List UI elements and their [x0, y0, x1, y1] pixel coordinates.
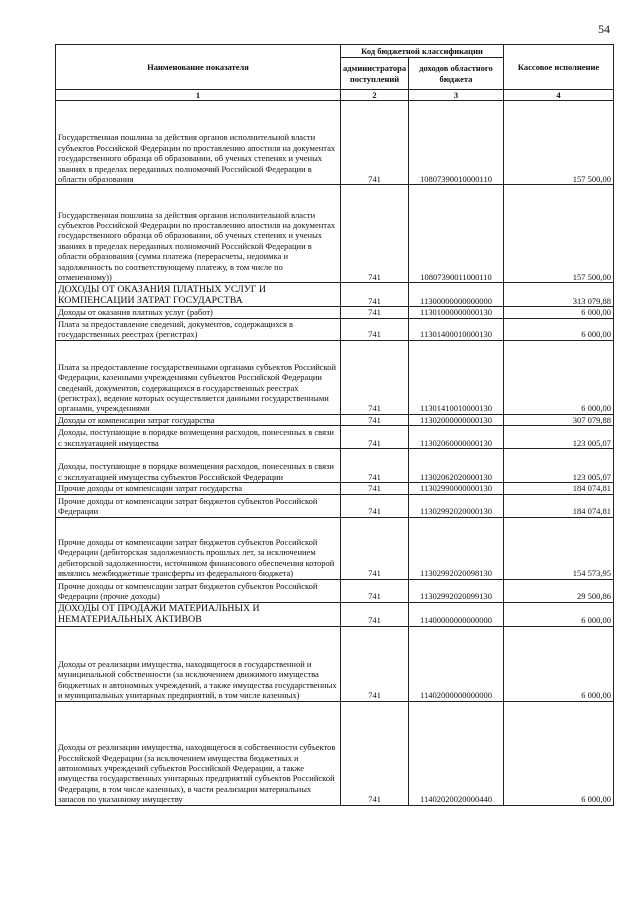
row-name: Прочие доходы от компенсации затрат государства: [56, 483, 341, 494]
row-name: Прочие доходы от компенсации затрат бюджетов субъектов Российской Федерации: [56, 494, 341, 517]
row-name: Доходы, поступающие в порядке возмещения расходов, понесенных в связи с эксплуатацией имущества: [56, 426, 341, 449]
page-number: 54: [598, 22, 610, 36]
row-revenue-code: 11402000000000000: [409, 626, 504, 701]
row-admin-code: 741: [341, 414, 409, 425]
table-row: [56, 494, 614, 517]
table-row: [56, 414, 614, 425]
row-amount: 154 573,95: [504, 517, 614, 579]
row-admin-code: 741: [341, 101, 409, 185]
table-row: [56, 185, 614, 283]
budget-revenue-table: [55, 44, 614, 806]
row-amount: 6 000,00: [504, 602, 614, 626]
row-amount: 313 079,88: [504, 283, 614, 307]
header-col-number: 2: [341, 90, 409, 101]
row-amount: 123 005,07: [504, 449, 614, 483]
row-admin-code: 741: [341, 701, 409, 805]
row-amount: 184 074,81: [504, 494, 614, 517]
table-row: [56, 701, 614, 805]
row-amount: 157 500,00: [504, 185, 614, 283]
row-revenue-code: 11302062020000130: [409, 449, 504, 483]
row-amount: 307 079,88: [504, 414, 614, 425]
row-amount: 157 500,00: [504, 101, 614, 185]
header-execution: Кассовое исполнение: [504, 45, 614, 90]
row-admin-code: 741: [341, 283, 409, 307]
header-col-number: 1: [56, 90, 341, 101]
row-revenue-code: 10807390010000110: [409, 101, 504, 185]
row-admin-code: 741: [341, 426, 409, 449]
row-revenue-code: 11301000000000130: [409, 307, 504, 318]
table-row: [56, 340, 614, 414]
row-name: ДОХОДЫ ОТ ОКАЗАНИЯ ПЛАТНЫХ УСЛУГ И КОМПЕНСАЦИИ ЗАТРАТ ГОСУДАРСТВА: [56, 283, 341, 307]
row-revenue-code: 11302992020098130: [409, 517, 504, 579]
table-row: [56, 579, 614, 602]
row-revenue-code: 11400000000000000: [409, 602, 504, 626]
row-name: Доходы от оказания платных услуг (работ): [56, 307, 341, 318]
row-name: Доходы, поступающие в порядке возмещения расходов, понесенных в связи с эксплуатацией имущества субъектов Российской Федерации: [56, 449, 341, 483]
table-row: [56, 483, 614, 494]
row-admin-code: 741: [341, 579, 409, 602]
header-col-number: 3: [409, 90, 504, 101]
row-revenue-code: 11302990000000130: [409, 483, 504, 494]
row-admin-code: 741: [341, 494, 409, 517]
row-revenue-code: 11301400010000130: [409, 318, 504, 340]
table-row: [56, 426, 614, 449]
table-row: [56, 449, 614, 483]
row-amount: 6 000,00: [504, 340, 614, 414]
row-amount: 184 074,81: [504, 483, 614, 494]
row-name: Плата за предоставление государственными органами субъектов Российской Федерации, казенными учреждениями субъектов Российской Федерации сведений, документов, содержащихся в государственных реестрах (регистрах), ведение которых осуществляется данными государственными органами, учреждениями: [56, 340, 341, 414]
row-admin-code: 741: [341, 185, 409, 283]
table-row: [56, 602, 614, 626]
table-row: [56, 283, 614, 307]
row-admin-code: 741: [341, 449, 409, 483]
row-admin-code: 741: [341, 626, 409, 701]
row-revenue-code: 11302060000000130: [409, 426, 504, 449]
header-indicator: Наименование показателя: [56, 45, 341, 90]
row-admin-code: 741: [341, 318, 409, 340]
row-admin-code: 741: [341, 602, 409, 626]
row-name: ДОХОДЫ ОТ ПРОДАЖИ МАТЕРИАЛЬНЫХ И НЕМАТЕРИАЛЬНЫХ АКТИВОВ: [56, 602, 341, 626]
table-row: [56, 307, 614, 318]
header-classification: Код бюджетной классификации: [341, 45, 504, 58]
row-name: Доходы от реализации имущества, находящегося в собственности субъектов Российской Федерации (за исключением имущества бюджетных и автономных учреждений субъектов Российской Федерации, а также имущества государственных унитарных предприятий субъектов Российской Федерации, в том числе казенных), в части реализации материальных запасов по указанному имуществу: [56, 701, 341, 805]
row-name: Плата за предоставление сведений, документов, содержащихся в государственных реестрах (регистрах): [56, 318, 341, 340]
row-admin-code: 741: [341, 340, 409, 414]
row-amount: 6 000,00: [504, 701, 614, 805]
row-amount: 6 000,00: [504, 307, 614, 318]
row-revenue-code: 11402020020000440: [409, 701, 504, 805]
row-revenue-code: 11300000000000000: [409, 283, 504, 307]
row-name: Прочие доходы от компенсации затрат бюджетов субъектов Российской Федерации (прочие доходы): [56, 579, 341, 602]
row-amount: 123 005,07: [504, 426, 614, 449]
row-name: Доходы от реализации имущества, находящегося в государственной и муниципальной собственности (за исключением движимого имущества бюджетных и автономных учреждений, а также имущества государственных и муниципальных унитарных предприятий, в том числе казенных): [56, 626, 341, 701]
row-revenue-code: 11302992020099130: [409, 579, 504, 602]
row-revenue-code: 11302000000000130: [409, 414, 504, 425]
table-row: [56, 517, 614, 579]
header-col-number: 4: [504, 90, 614, 101]
row-name: Доходы от компенсации затрат государства: [56, 414, 341, 425]
row-revenue-code: 11302992020000130: [409, 494, 504, 517]
table-row: [56, 626, 614, 701]
header-administrator: администратора поступлений: [341, 58, 409, 90]
row-name: Прочие доходы от компенсации затрат бюджетов субъектов Российской Федерации (дебиторская задолженность прошлых лет, за исключением дебиторской задолженности, источником финансового обеспечения которой являлись межбюджетные трансферты из федерального бюджета): [56, 517, 341, 579]
row-amount: 29 500,86: [504, 579, 614, 602]
header-revenue-code: доходов областного бюджета: [409, 58, 504, 90]
table-row: [56, 318, 614, 340]
row-admin-code: 741: [341, 307, 409, 318]
row-revenue-code: 11301410010000130: [409, 340, 504, 414]
row-name: Государственная пошлина за действия органов исполнительной власти субъектов Российской Федерации по проставлению апостиля на документах государственного образца об образовании, об ученых степенях и ученых званиях в пределах переданных полномочий Российской Федерации в области образования: [56, 101, 341, 185]
row-name: Государственная пошлина за действия органов исполнительной власти субъектов Российской Федерации по проставлению апостиля на документах государственного образца об образовании, об ученых степенях и ученых званиях в пределах переданных полномочий Российской Федерации в области образования (сумма платежа (перерасчеты, недоимка и задолженность по соответствующему платежу, в том числе по отмененному)): [56, 185, 341, 283]
row-revenue-code: 10807390011000110: [409, 185, 504, 283]
table-row: [56, 101, 614, 185]
row-amount: 6 000,00: [504, 318, 614, 340]
row-amount: 6 000,00: [504, 626, 614, 701]
row-admin-code: 741: [341, 483, 409, 494]
row-admin-code: 741: [341, 517, 409, 579]
